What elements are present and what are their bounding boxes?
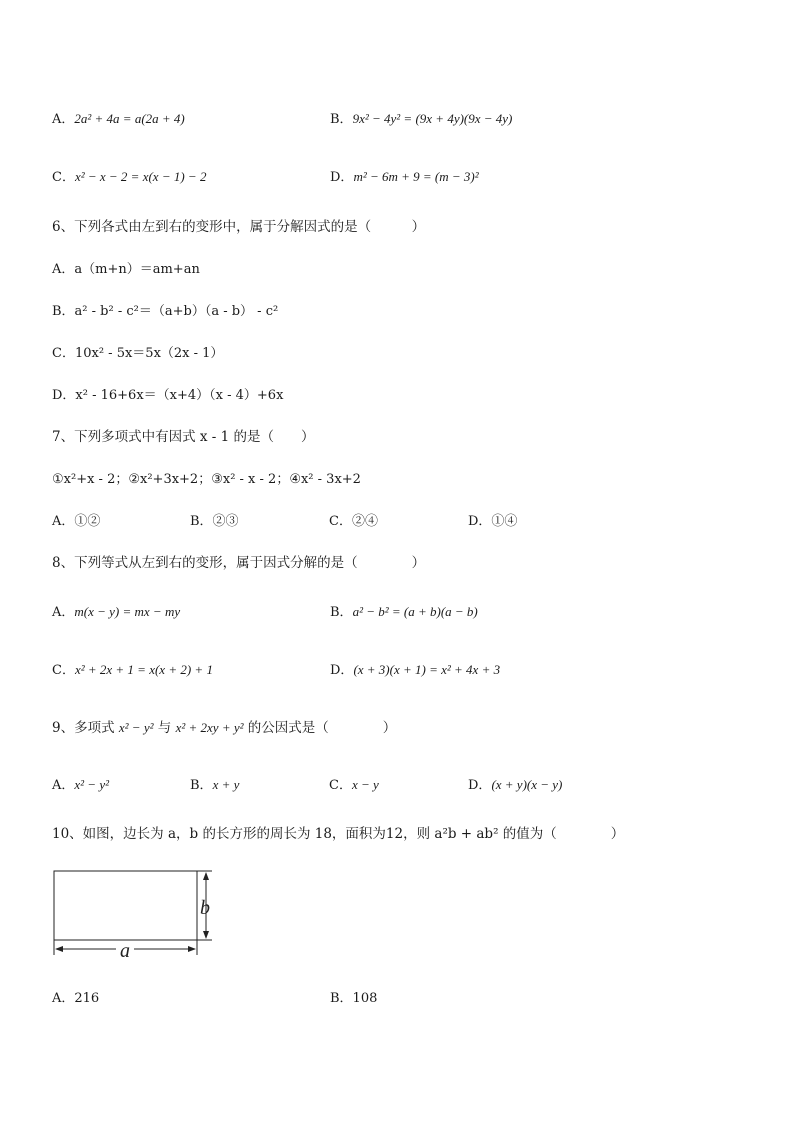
option-label: D． — [330, 170, 354, 185]
q9-expression-2: x² + 2xy + y² — [175, 720, 244, 735]
option-expression: 2a² + 4a = a(2a + 4) — [74, 111, 185, 126]
q9-stem-post: 的公因式是（ ） — [243, 720, 397, 736]
q8-option-d[interactable] — [330, 659, 500, 678]
q8-option-b[interactable] — [330, 601, 478, 620]
option-label: D． — [468, 778, 492, 793]
option-expression: (x + y)(x − y) — [491, 777, 563, 792]
q5-option-d[interactable] — [330, 166, 479, 185]
q7-option-c[interactable]: C．②④ — [329, 514, 378, 529]
b-arrow-down-icon — [203, 931, 209, 939]
q6-stem: 6、下列各式由左到右的变形中，属于分解因式的是（ ） — [52, 219, 426, 235]
q5-option-a[interactable] — [52, 108, 185, 127]
rectangle-figure — [50, 865, 220, 965]
q8-stem: 8、下列等式从左到右的变形，属于因式分解的是（ ） — [52, 555, 426, 571]
option-label: A． — [52, 778, 75, 793]
option-label: D． — [330, 663, 354, 678]
q9-option-d[interactable] — [468, 774, 562, 793]
option-expression: 9x² − 4y² = (9x + 4y)(9x − 4y) — [352, 111, 513, 126]
q9-option-c[interactable] — [329, 774, 379, 793]
q8-option-a[interactable] — [52, 601, 180, 620]
q10-option-a[interactable]: A．216 — [52, 991, 100, 1006]
option-expression: x² + 2x + 1 = x(x + 2) + 1 — [74, 662, 213, 677]
option-label: B． — [190, 778, 213, 793]
option-expression: m(x − y) = mx − my — [74, 604, 181, 619]
q7-option-b[interactable]: B．②③ — [190, 514, 239, 529]
q8-option-c[interactable] — [52, 659, 213, 678]
a-arrow-right-icon — [188, 946, 196, 952]
label-a: a — [120, 940, 130, 962]
b-arrow-up-icon — [203, 872, 209, 880]
q9-stem-mid: 与 — [153, 720, 176, 736]
option-expression: a² − b² = (a + b)(a − b) — [352, 604, 478, 619]
option-expression: x + y — [212, 777, 240, 792]
q10-stem: 10、如图，边长为 a，b 的长方形的周长为 18，面积为12，则 a²b + ab² 的值为（ ） — [52, 826, 625, 842]
a-arrow-left-icon — [55, 946, 63, 952]
option-label: C． — [52, 663, 75, 678]
option-expression: x² − y² — [74, 777, 109, 792]
option-label: C． — [329, 778, 352, 793]
option-expression: x² − x − 2 = x(x − 1) − 2 — [74, 169, 207, 184]
option-label: A． — [52, 605, 75, 620]
rectangle-shape — [54, 871, 197, 940]
q7-option-a[interactable]: A．①② — [52, 514, 101, 529]
q9-stem — [52, 716, 396, 736]
q9-option-b[interactable] — [190, 774, 239, 793]
q6-option-c[interactable]: C．10x² - 5x＝5x（2x - 1） — [52, 346, 224, 361]
q6-option-a[interactable]: A．a（m+n）＝am+an — [52, 262, 200, 277]
option-label: C． — [52, 170, 75, 185]
q6-option-d[interactable]: D．x² - 16+6x＝（x+4）（x - 4）+6x — [52, 388, 284, 403]
q5-option-b[interactable] — [330, 108, 512, 127]
q9-option-a[interactable] — [52, 774, 109, 793]
option-expression: (x + 3)(x + 1) = x² + 4x + 3 — [353, 662, 501, 677]
q7-stem: 7、下列多项式中有因式 x - 1 的是（ ） — [52, 429, 315, 445]
option-expression: x − y — [351, 777, 379, 792]
q6-option-b[interactable]: B．a² - b² - c²＝（a+b）（a - b） - c² — [52, 304, 279, 319]
label-b: b — [200, 897, 210, 919]
q9-stem-pre: 9、多项式 — [52, 720, 119, 736]
q7-items: ①x²+x - 2；②x²+3x+2；③x² - x - 2；④x² - 3x+2 — [52, 472, 361, 487]
q7-option-d[interactable]: D．①④ — [468, 514, 518, 529]
option-expression: m² − 6m + 9 = (m − 3)² — [353, 169, 479, 184]
option-label: B． — [330, 112, 353, 127]
option-label: B． — [330, 605, 353, 620]
q9-expression-1: x² − y² — [118, 720, 154, 735]
q5-option-c[interactable] — [52, 166, 206, 185]
q10-option-b[interactable]: B．108 — [330, 991, 378, 1006]
option-label: A． — [52, 112, 75, 127]
